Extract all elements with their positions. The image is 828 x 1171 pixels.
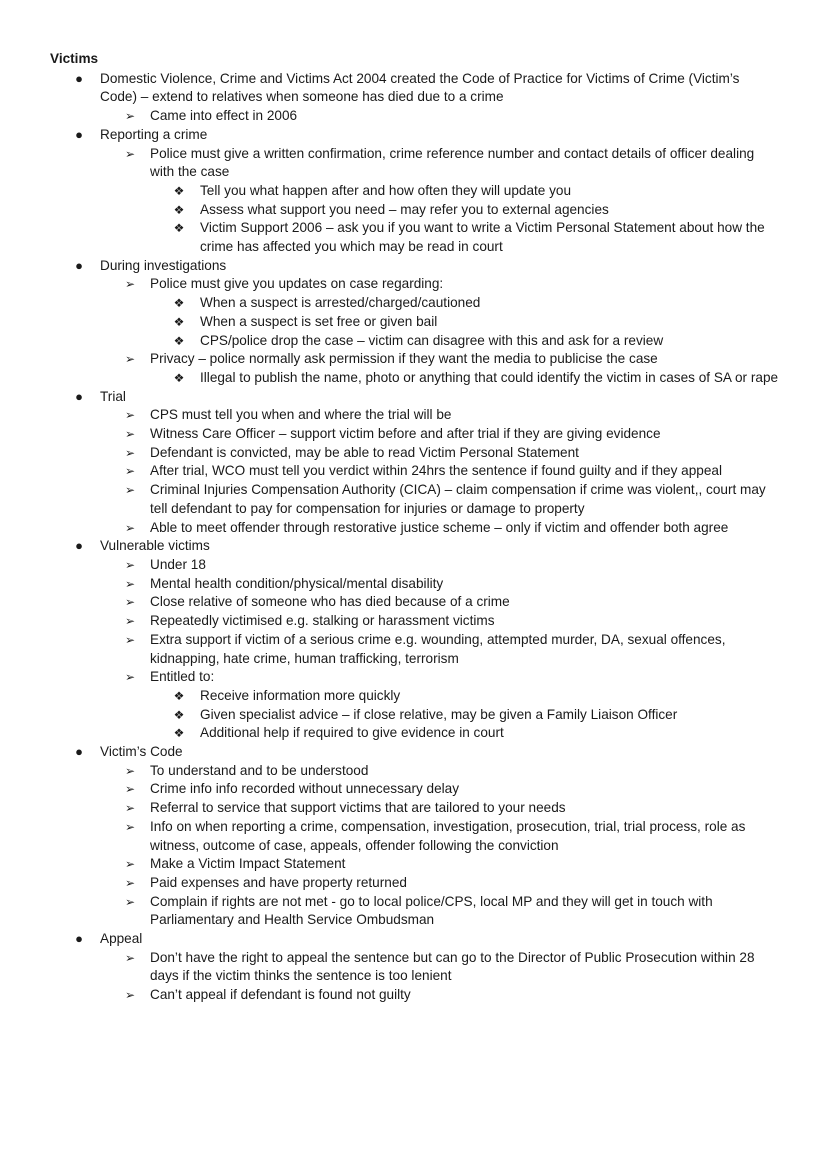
bullet-text: During investigations [100, 257, 227, 273]
arrow-item [100, 893, 780, 930]
arrow-text: Paid expenses and have property returned [150, 874, 407, 890]
bullet-item [50, 930, 780, 1005]
bullet-item [50, 388, 780, 538]
arrow-item [100, 444, 780, 463]
arrow-icon: ➢ [124, 782, 136, 797]
arrow-item [100, 799, 780, 818]
sub-list [100, 107, 780, 126]
arrow-item [100, 462, 780, 481]
bullet-text: Appeal [100, 931, 143, 947]
arrow-text: To understand and to be understood [150, 762, 369, 778]
arrow-icon: ➢ [124, 576, 136, 591]
sub-sub-list [150, 294, 780, 350]
bullet-text: Victim’s Code [100, 744, 183, 760]
arrow-icon: ➢ [124, 445, 136, 460]
arrow-icon: ➢ [124, 464, 136, 479]
bullet-icon: ● [75, 257, 83, 273]
sub-list [100, 406, 780, 537]
arrow-icon: ➢ [124, 146, 136, 161]
arrow-text: Info on when reporting a crime, compensation, investigation, prosecution, trial, trial process, role as witness, outcome of case, appeals, offender following the conviction [150, 818, 746, 853]
arrow-text: Mental health condition/physical/mental disability [150, 575, 444, 591]
arrow-icon: ➢ [124, 614, 136, 629]
arrow-item [100, 986, 780, 1005]
bullet-icon: ● [75, 126, 83, 142]
arrow-text: Don’t have the right to appeal the sentence but can go to the Director of Public Prosecution within 28 days if the victim thinks the sentence is too lenient [150, 949, 755, 984]
arrow-text: After trial, WCO must tell you verdict within 24hrs the sentence if found guilty and if they appeal [150, 463, 722, 479]
arrow-text: CPS must tell you when and where the trial will be [150, 407, 452, 423]
bullet-item [50, 257, 780, 388]
arrow-text: Complain if rights are not met - go to local police/CPS, local MP and they will get in touch with Parliamentary and Health Service Ombudsman [150, 893, 713, 928]
arrow-item [100, 275, 780, 350]
diamond-text: When a suspect is arrested/charged/cautioned [200, 295, 481, 311]
diamond-text: Illegal to publish the name, photo or anything that could identify the victim in cases of SA or rape [200, 369, 779, 385]
arrow-icon: ➢ [124, 801, 136, 816]
diamond-icon: ❖ [173, 221, 185, 236]
bullet-item [50, 126, 780, 257]
bullet-text: Trial [100, 388, 126, 404]
bullet-icon: ● [75, 538, 83, 554]
diamond-text: Additional help if required to give evidence in court [200, 725, 504, 741]
arrow-icon: ➢ [124, 857, 136, 872]
arrow-icon: ➢ [124, 277, 136, 292]
arrow-item [100, 780, 780, 799]
outline-list [50, 70, 780, 1005]
diamond-icon: ❖ [173, 333, 185, 348]
page-title: Victims [50, 51, 99, 66]
arrow-icon: ➢ [124, 875, 136, 890]
document [50, 50, 780, 1005]
arrow-item [100, 762, 780, 781]
diamond-item [150, 332, 780, 351]
diamond-icon: ❖ [173, 314, 185, 329]
arrow-icon: ➢ [124, 520, 136, 535]
arrow-text: Close relative of someone who has died because of a crime [150, 594, 510, 610]
sub-list [100, 762, 780, 930]
diamond-text: Given specialist advice – if close relative, may be given a Family Liaison Officer [200, 706, 678, 722]
diamond-text: When a suspect is set free or given bail [200, 313, 438, 329]
arrow-icon: ➢ [124, 595, 136, 610]
sub-list [100, 949, 780, 1005]
arrow-item [100, 556, 780, 575]
sub-sub-list [150, 369, 780, 388]
arrow-item [100, 425, 780, 444]
arrow-icon: ➢ [124, 408, 136, 423]
diamond-item [150, 706, 780, 725]
arrow-item [100, 406, 780, 425]
sub-list [100, 275, 780, 387]
bullet-text: Vulnerable victims [100, 538, 210, 554]
diamond-text: Tell you what happen after and how often they will update you [200, 182, 572, 198]
diamond-icon: ❖ [173, 296, 185, 311]
diamond-item [150, 294, 780, 313]
arrow-icon: ➢ [124, 632, 136, 647]
arrow-icon: ➢ [124, 427, 136, 442]
diamond-text: Victim Support 2006 – ask you if you want to write a Victim Personal Statement about how the crime has affected you which may be read in court [200, 220, 765, 255]
diamond-icon: ❖ [173, 202, 185, 217]
arrow-icon: ➢ [124, 819, 136, 834]
arrow-text: Defendant is convicted, may be able to read Victim Personal Statement [150, 444, 579, 460]
arrow-text: Entitled to: [150, 669, 215, 685]
arrow-icon: ➢ [124, 352, 136, 367]
arrow-text: Privacy – police normally ask permission if they want the media to publicise the case [150, 351, 658, 367]
arrow-text: Came into effect in 2006 [150, 108, 298, 124]
arrow-icon: ➢ [124, 483, 136, 498]
sub-list [100, 556, 780, 743]
arrow-item [100, 612, 780, 631]
arrow-icon: ➢ [124, 109, 136, 124]
bullet-item [50, 537, 780, 743]
arrow-item [100, 818, 780, 855]
arrow-text: Under 18 [150, 556, 206, 572]
diamond-item [150, 313, 780, 332]
diamond-item [150, 182, 780, 201]
arrow-item [100, 575, 780, 594]
arrow-icon: ➢ [124, 670, 136, 685]
diamond-item [150, 724, 780, 743]
arrow-icon: ➢ [124, 763, 136, 778]
arrow-item [100, 668, 780, 743]
diamond-icon: ❖ [173, 183, 185, 198]
arrow-text: Police must give a written confirmation, crime reference number and contact details of officer dealing with the case [150, 145, 755, 180]
diamond-text: CPS/police drop the case – victim can disagree with this and ask for a review [200, 332, 664, 348]
bullet-text: Domestic Violence, Crime and Victims Act 2004 created the Code of Practice for Victims of Crime (Victim’s Code) – extend to relatives when someone has died due to a crime [100, 70, 740, 105]
arrow-item [100, 481, 780, 518]
arrow-item [100, 593, 780, 612]
arrow-icon: ➢ [124, 950, 136, 965]
bullet-icon: ● [75, 388, 83, 404]
arrow-text: Make a Victim Impact Statement [150, 856, 346, 872]
diamond-item [150, 687, 780, 706]
arrow-text: Extra support if victim of a serious crime e.g. wounding, attempted murder, DA, sexual offences, kidnapping, hate crime, human trafficking, terrorism [150, 631, 726, 666]
diamond-icon: ❖ [173, 688, 185, 703]
arrow-text: Police must give you updates on case regarding: [150, 276, 444, 292]
bullet-icon: ● [75, 931, 83, 947]
arrow-text: Criminal Injuries Compensation Authority (CICA) – claim compensation if crime was violent,, court may tell defendant to pay for compensation for injuries or damage to property [150, 482, 766, 516]
arrow-item [100, 874, 780, 893]
arrow-text: Crime info info recorded without unnecessary delay [150, 781, 460, 797]
diamond-item [150, 219, 780, 256]
diamond-text: Receive information more quickly [200, 687, 401, 703]
arrow-icon: ➢ [124, 894, 136, 909]
arrow-item [100, 631, 780, 668]
bullet-item [50, 743, 780, 930]
arrow-text: Referral to service that support victims that are tailored to your needs [150, 800, 566, 816]
diamond-icon: ❖ [173, 370, 185, 385]
bullet-icon: ● [75, 70, 83, 86]
arrow-item [100, 855, 780, 874]
diamond-text: Assess what support you need – may refer you to external agencies [200, 201, 609, 217]
diamond-item [150, 201, 780, 220]
sub-sub-list [150, 182, 780, 257]
arrow-text: Can’t appeal if defendant is found not guilty [150, 987, 411, 1003]
bullet-item [50, 70, 780, 126]
arrow-item [100, 519, 780, 538]
arrow-item [100, 949, 780, 986]
arrow-item [100, 350, 780, 387]
arrow-icon: ➢ [124, 557, 136, 572]
diamond-icon: ❖ [173, 726, 185, 741]
arrow-item [100, 107, 780, 126]
diamond-item [150, 369, 780, 388]
sub-list [100, 145, 780, 257]
arrow-text: Witness Care Officer – support victim before and after trial if they are giving evidence [150, 426, 661, 442]
arrow-text: Able to meet offender through restorative justice scheme – only if victim and offender both agree [150, 519, 729, 535]
diamond-icon: ❖ [173, 707, 185, 722]
arrow-item [100, 145, 780, 257]
sub-sub-list [150, 687, 780, 743]
arrow-text: Repeatedly victimised e.g. stalking or harassment victims [150, 613, 495, 629]
bullet-text: Reporting a crime [100, 126, 208, 142]
arrow-icon: ➢ [124, 988, 136, 1003]
bullet-icon: ● [75, 744, 83, 760]
